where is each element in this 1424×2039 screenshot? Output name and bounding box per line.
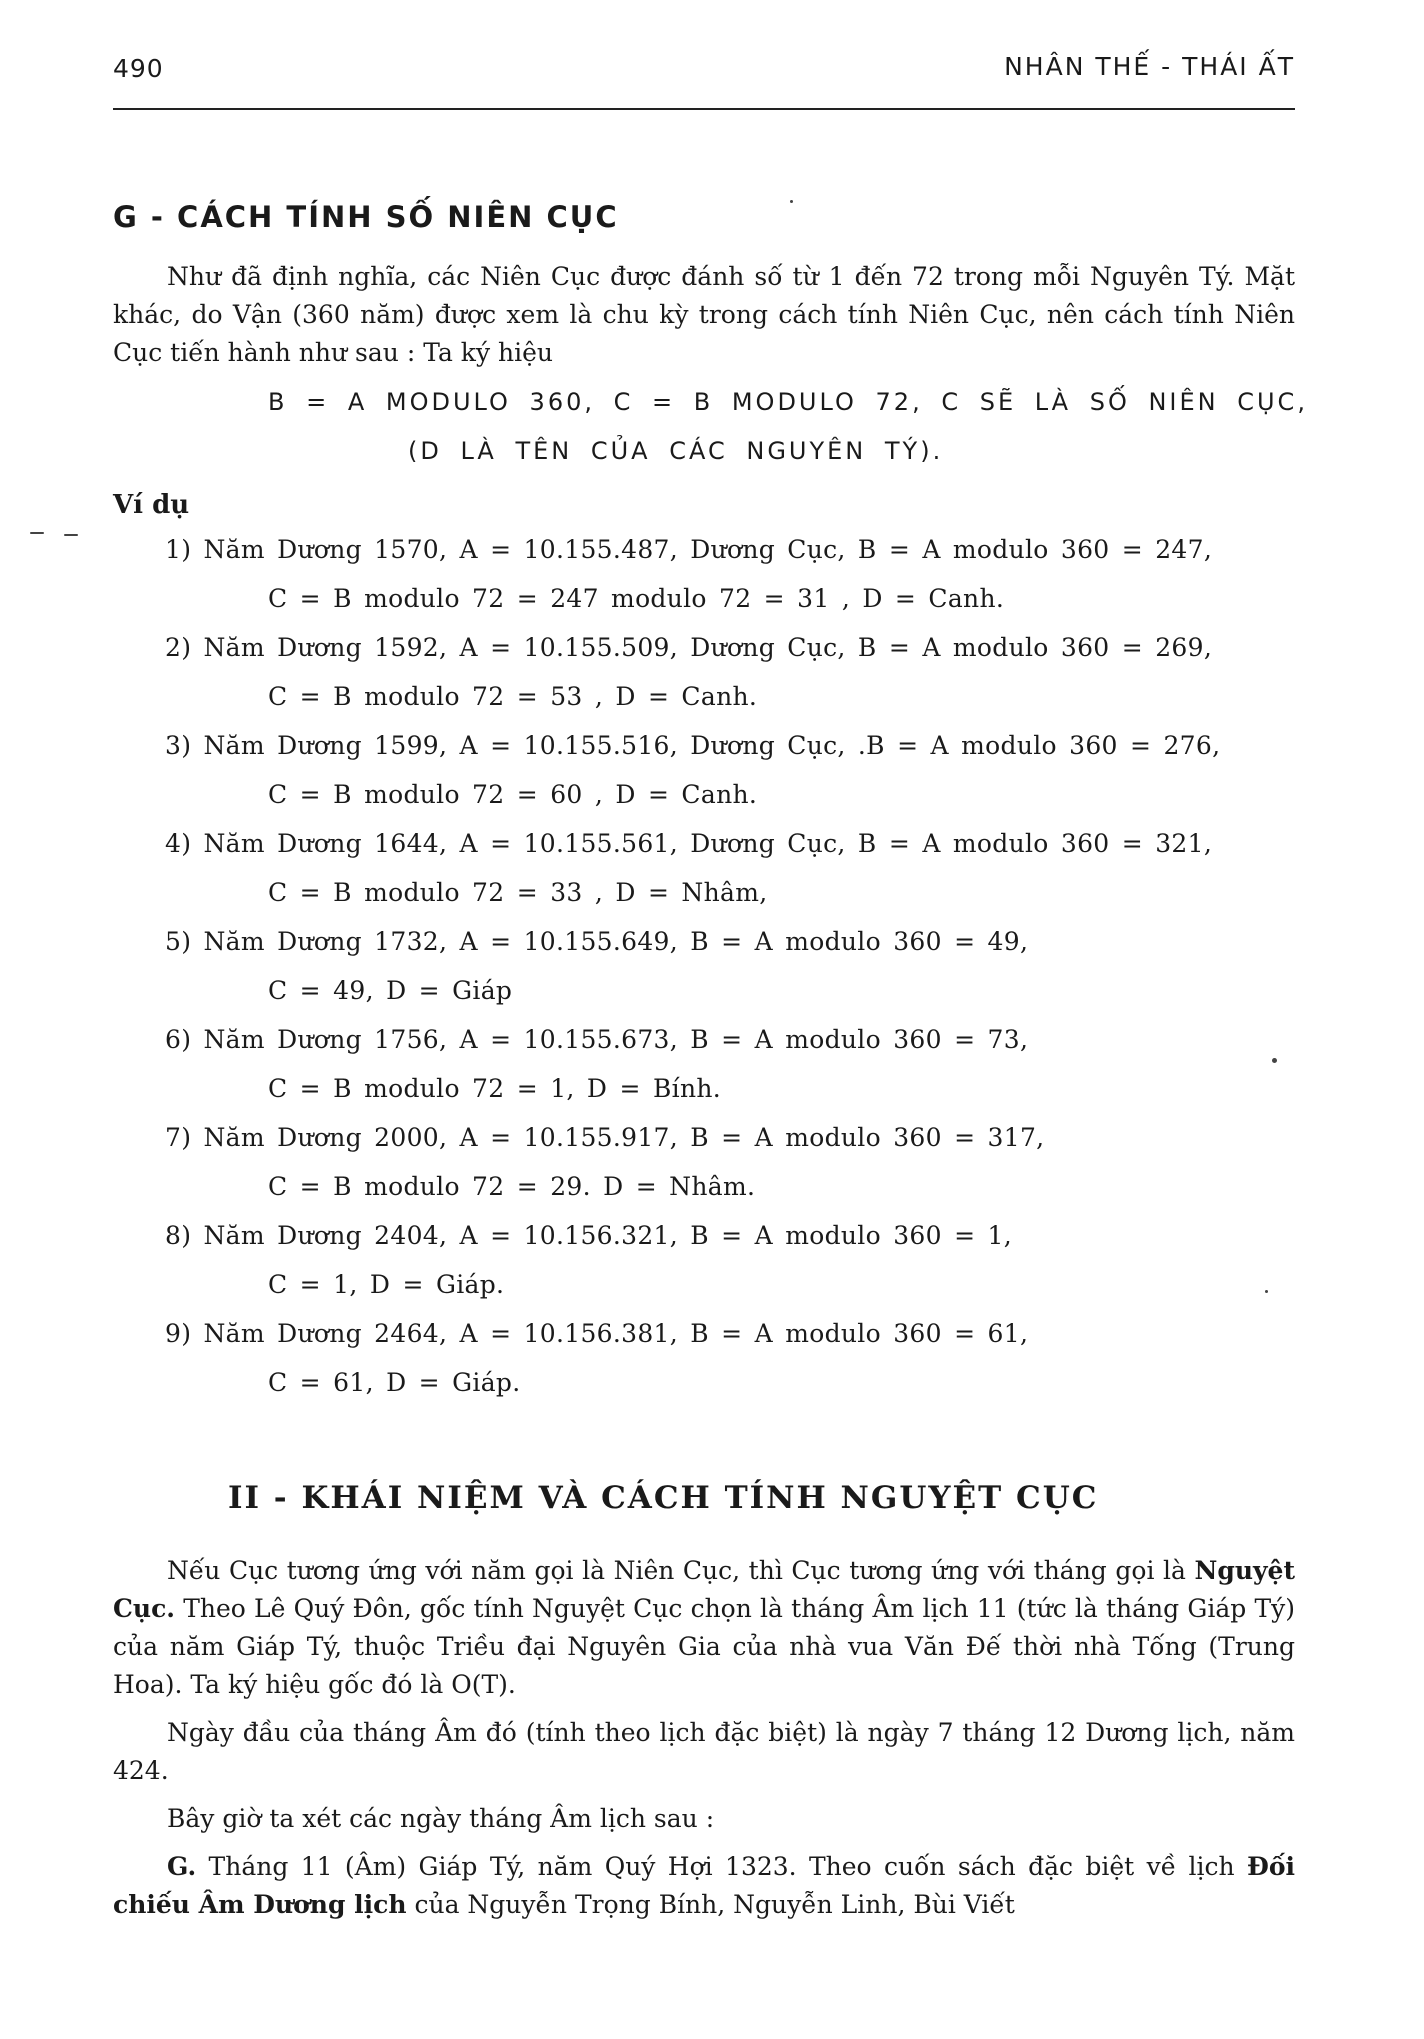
example-7-line-1: 7) Năm Dương 2000, A = 10.155.917, B = A modulo 360 = 317,: [165, 1123, 1045, 1152]
example-2-line-1: 2) Năm Dương 1592, A = 10.155.509, Dương Cục, B = A modulo 360 = 269,: [165, 633, 1213, 662]
p4-label: G.: [167, 1852, 197, 1881]
scan-speck: [30, 532, 44, 534]
p1-term-nguyet-cuc: Nguyệt Cục.: [113, 1556, 1295, 1623]
example-8-line-1: 8) Năm Dương 2404, A = 10.156.321, B = A modulo 360 = 1,: [165, 1221, 1013, 1250]
example-3-line-2: C = B modulo 72 = 60 , D = Canh.: [268, 780, 758, 809]
section-ii-body: [113, 1552, 1295, 1924]
example-5-line-2: C = 49, D = Giáp: [268, 976, 513, 1005]
example-9-line-2: C = 61, D = Giáp.: [268, 1368, 521, 1397]
scan-speck: [1265, 1290, 1268, 1293]
paragraph-first-day: Ngày đầu của tháng Âm đó (tính theo lịch đặc biệt) là ngày 7 tháng 12 Dương lịch, năm 424.: [113, 1718, 1295, 1785]
example-6-line-2: C = B modulo 72 = 1, D = Bính.: [268, 1074, 721, 1103]
intro-paragraph: Như đã định nghĩa, các Niên Cục được đánh số từ 1 đến 72 trong mỗi Nguyên Tý. Mặt khác, do Vận (360 năm) được xem là chu kỳ trong cách tính Niên Cục, nên cách tính Niên Cục tiến hành như sau : Ta ký hiệu: [113, 262, 1295, 367]
p4-text-b: Tháng 11 (Âm) Giáp Tý, năm Quý Hợi 1323. Theo cuốn sách đặc biệt về lịch: [196, 1852, 1247, 1881]
example-9-line-1: 9) Năm Dương 2464, A = 10.156.381, B = A modulo 360 = 61,: [165, 1319, 1029, 1348]
header-rule: [113, 108, 1295, 110]
paragraph-g: [113, 1848, 1295, 1924]
example-1-line-2: C = B modulo 72 = 247 modulo 72 = 31 , D = Canh.: [268, 584, 1005, 613]
formula-line-1: B = A MODULO 360, C = B MODULO 72, C SẼ LÀ SỐ NIÊN CỤC,: [268, 388, 1308, 416]
example-5-line-1: 5) Năm Dương 1732, A = 10.155.649, B = A modulo 360 = 49,: [165, 927, 1029, 956]
page-number: 490: [113, 54, 164, 83]
example-1-line-1: 1) Năm Dương 1570, A = 10.155.487, Dương Cục, B = A modulo 360 = 247,: [165, 535, 1213, 564]
example-2-line-2: C = B modulo 72 = 53 , D = Canh.: [268, 682, 758, 711]
scan-speck: [790, 200, 793, 203]
scan-speck: [1272, 1058, 1277, 1063]
paragraph-consider: Bây giờ ta xét các ngày tháng Âm lịch sau :: [167, 1804, 715, 1833]
section-ii-heading: II - KHÁI NIỆM VÀ CÁCH TÍNH NGUYỆT CỤC: [228, 1480, 1099, 1516]
paragraph-nguyet-cuc: [113, 1552, 1295, 1704]
example-6-line-1: 6) Năm Dương 1756, A = 10.155.673, B = A modulo 360 = 73,: [165, 1025, 1029, 1054]
p1-text-c: Theo Lê Quý Đôn, gốc tính Nguyệt Cục chọn là tháng Âm lịch 11 (tức là tháng Giáp Tý) của năm Giáp Tý, thuộc Triều đại Nguyên Gia của nhà vua Văn Đế thời nhà Tống (Trung Hoa). Ta ký hiệu gốc đó là O(T).: [113, 1594, 1295, 1699]
section-g-intro: [113, 258, 1295, 372]
section-g-heading: G - CÁCH TÍNH SỐ NIÊN CỤC: [113, 200, 619, 234]
example-4-line-1: 4) Năm Dương 1644, A = 10.155.561, Dương Cục, B = A modulo 360 = 321,: [165, 829, 1213, 858]
p1-text-a: Nếu Cục tương ứng với năm gọi là Niên Cục, thì Cục tương ứng với tháng gọi là: [167, 1556, 1195, 1585]
p4-text-d: của Nguyễn Trọng Bính, Nguyễn Linh, Bùi Viết: [406, 1890, 1015, 1919]
scan-speck: [64, 534, 78, 536]
formula-line-2: (D LÀ TÊN CỦA CÁC NGUYÊN TÝ).: [408, 437, 944, 465]
example-3-line-1: 3) Năm Dương 1599, A = 10.155.516, Dương Cục, .B = A modulo 360 = 276,: [165, 731, 1221, 760]
running-title: NHÂN THẾ - THÁI ẤT: [1004, 52, 1295, 81]
p4-book-title: Đối chiếu Âm Dương lịch: [113, 1852, 1295, 1919]
example-heading: Ví dụ: [113, 490, 190, 520]
example-7-line-2: C = B modulo 72 = 29. D = Nhâm.: [268, 1172, 756, 1201]
example-8-line-2: C = 1, D = Giáp.: [268, 1270, 505, 1299]
example-4-line-2: C = B modulo 72 = 33 , D = Nhâm,: [268, 878, 768, 907]
